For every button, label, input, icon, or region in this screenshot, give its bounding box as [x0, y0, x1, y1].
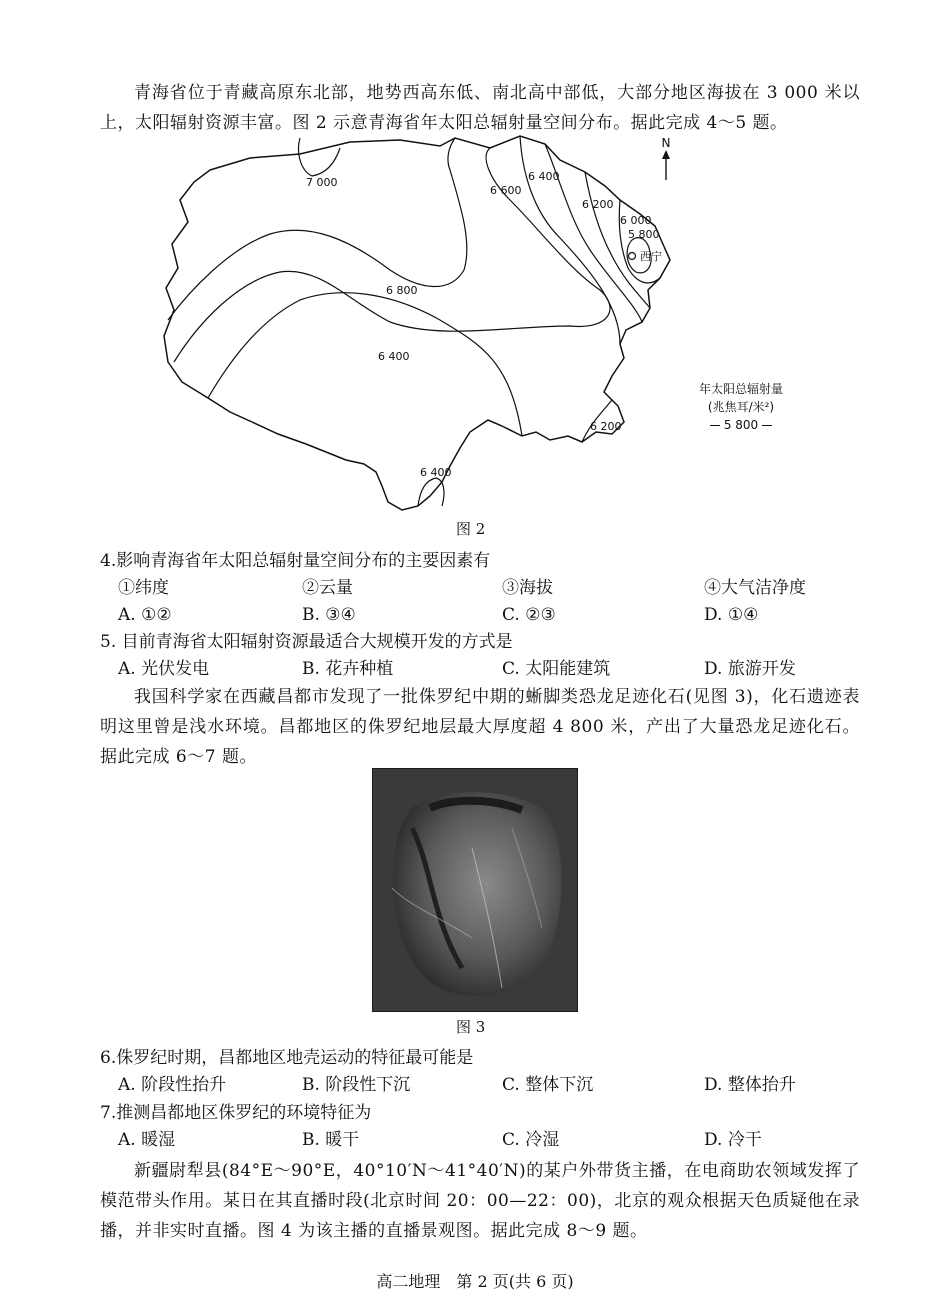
q6-option-c[interactable]: C. 整体下沉	[502, 1075, 594, 1095]
north-label: N	[661, 136, 671, 150]
q6-option-a[interactable]: A. 阶段性抬升	[118, 1075, 227, 1095]
figure-2-caption: 图 2	[456, 520, 486, 538]
question-7-stem: 7.推测昌都地区侏罗纪的环境特征为	[100, 1103, 372, 1123]
intro-paragraph-2: 我国科学家在西藏昌都市发现了一批侏罗纪中期的蜥脚类恐龙足迹化石(见图 3)，化石遗迹表明这里曾是浅水环境。昌都地区的侏罗纪地层最大厚度超 4 800 米，产出了大量恐龙足迹化石。据此完成 6～7 题。	[100, 687, 860, 767]
q5-option-b[interactable]: B. 花卉种植	[302, 659, 394, 679]
qinghai-radiation-map	[150, 130, 710, 520]
contour-6800-upper	[168, 138, 467, 320]
q7-option-d[interactable]: D. 冷干	[704, 1130, 762, 1150]
map-legend	[676, 380, 806, 434]
q4-option-b[interactable]: B. ③④	[302, 605, 356, 625]
page-footer: 高二地理 第 2 页(共 6 页)	[376, 1272, 574, 1291]
label-6600: 6 600	[490, 184, 522, 197]
label-6400-sw: 6 400	[378, 350, 410, 363]
question-6-stem: 6.侏罗纪时期，昌都地区地壳运动的特征最可能是	[100, 1048, 474, 1068]
label-6000: 6 000	[620, 214, 652, 227]
question-4-options	[118, 602, 878, 628]
label-6400-ne: 6 400	[528, 170, 560, 183]
contour-6400-sw	[208, 293, 522, 436]
figure-3-caption: 图 3	[456, 1018, 486, 1036]
legend-unit: (兆焦耳/米²)	[707, 400, 775, 414]
dinosaur-footprint-photo	[372, 768, 578, 1012]
label-5800: 5 800	[628, 228, 660, 241]
q7-option-a[interactable]: A. 暖湿	[118, 1130, 176, 1150]
contour-6000	[619, 200, 660, 283]
contour-7000	[299, 138, 341, 176]
factor-4: ④大气洁净度	[704, 578, 806, 598]
question-6-options	[118, 1072, 878, 1098]
question-5-stem: 5. 目前青海省太阳辐射资源最适合大规模开发的方式是	[100, 632, 513, 652]
factor-2: ②云量	[302, 578, 353, 598]
label-6200-ne: 6 200	[582, 198, 614, 211]
factor-3: ③海拔	[502, 578, 553, 598]
intro-paragraph-1: 青海省位于青藏高原东北部，地势西高东低、南北高中部低，大部分地区海拔在 3 000 米以上，太阳辐射资源丰富。图 2 示意青海省年太阳总辐射量空间分布。据此完成 4～5 题。	[100, 83, 860, 133]
q7-option-b[interactable]: B. 暖干	[302, 1130, 360, 1150]
q4-option-c[interactable]: C. ②③	[502, 605, 556, 625]
question-5-options	[118, 656, 878, 682]
xining-city-icon	[629, 253, 636, 260]
label-6800: 6 800	[386, 284, 418, 297]
q5-option-a[interactable]: A. 光伏发电	[118, 659, 210, 679]
intro-paragraph-3: 新疆尉犁县(84°E～90°E，40°10′N～41°40′N)的某户外带货主播，在电商助农领域发挥了模范带头作用。某日在其直播时段(北京时间 20：00—22：00)，北京的观众根据天色质疑他在录播，并非实时直播。图 4 为该主播的直播景观图。据此完成 8～9 题。	[100, 1161, 860, 1241]
legend-sample-value: 5 800	[723, 418, 759, 432]
label-6400-s: 6 400	[420, 466, 452, 479]
label-7000: 7 000	[306, 176, 338, 189]
question-4-factors	[118, 575, 878, 601]
legend-title: 年太阳总辐射量	[698, 382, 783, 396]
q4-option-d[interactable]: D. ①④	[704, 605, 759, 625]
legend-sample	[676, 416, 806, 434]
q4-option-a[interactable]: A. ①②	[118, 605, 172, 625]
q5-option-c[interactable]: C. 太阳能建筑	[502, 659, 611, 679]
contour-6600	[520, 136, 620, 344]
province-outline	[164, 136, 670, 510]
label-6200-se: 6 200	[590, 420, 622, 433]
factor-1: ①纬度	[118, 578, 169, 598]
question-4-stem: 4.影响青海省年太阳总辐射量空间分布的主要因素有	[100, 551, 491, 571]
question-7-options	[118, 1127, 878, 1153]
q5-option-d[interactable]: D. 旅游开发	[704, 659, 796, 679]
label-xining: 西宁	[640, 250, 662, 263]
q6-option-d[interactable]: D. 整体抬升	[704, 1075, 796, 1095]
q7-option-c[interactable]: C. 冷湿	[502, 1130, 560, 1150]
q6-option-b[interactable]: B. 阶段性下沉	[302, 1075, 411, 1095]
